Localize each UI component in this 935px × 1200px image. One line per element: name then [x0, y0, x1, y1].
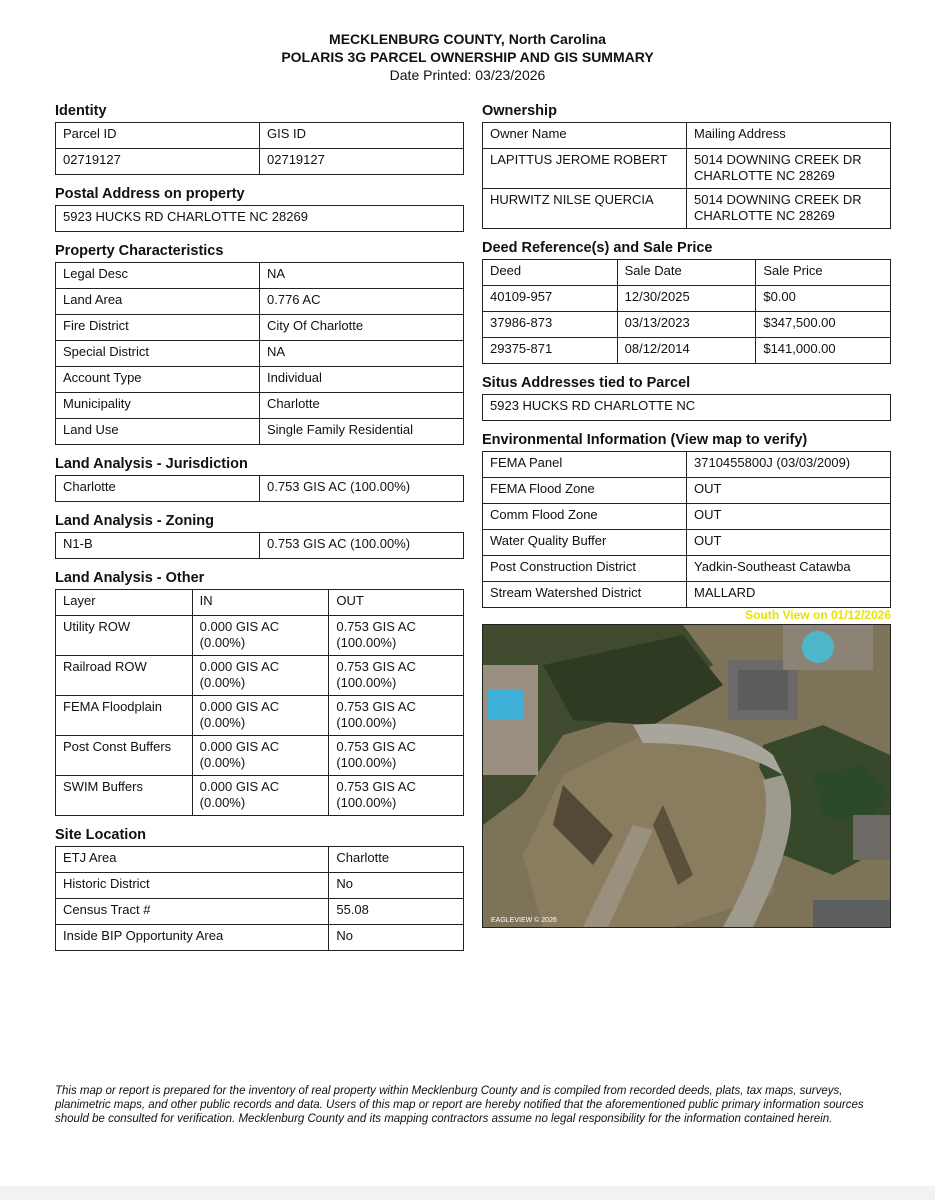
table-row [56, 367, 464, 393]
in-percent: (0.00%) [199, 795, 246, 810]
address-line: CHARLOTTE NC 28269 [694, 168, 835, 183]
out-area: 0.753 GIS AC [336, 699, 416, 714]
other-header-layer: Layer [56, 590, 193, 616]
property-value: Single Family Residential [260, 419, 464, 445]
site-label: Inside BIP Opportunity Area [56, 925, 329, 951]
right-column [482, 100, 891, 928]
layer-in [192, 776, 329, 816]
address-line: 5014 DOWNING CREEK DR [694, 152, 862, 167]
in-area: 0.000 GIS AC [199, 619, 280, 634]
sale-date: 08/12/2014 [617, 338, 756, 364]
report-title: POLARIS 3G PARCEL OWNERSHIP AND GIS SUMMARY [281, 49, 654, 65]
property-label: Special District [56, 341, 260, 367]
env-value: Yadkin-Southeast Catawba [687, 556, 891, 582]
env-label: Post Construction District [483, 556, 687, 582]
deed-title: Deed Reference(s) and Sale Price [482, 240, 713, 256]
out-area: 0.753 GIS AC [336, 779, 416, 794]
aerial-caption: South View on 01/12/2026 [745, 608, 891, 622]
property-value: 0.776 AC [260, 289, 464, 315]
jurisdiction-name: Charlotte [56, 476, 260, 502]
layer-name: Railroad ROW [56, 656, 193, 696]
zoning-table [55, 532, 464, 559]
out-percent: (100.00%) [336, 635, 397, 650]
table-row [56, 847, 464, 873]
table-row [56, 419, 464, 445]
deed-header-price: Sale Price [756, 260, 891, 286]
property-label: Fire District [56, 315, 260, 341]
county-title: MECKLENBURG COUNTY, North Carolina [329, 31, 606, 47]
property-title: Property Characteristics [55, 243, 224, 259]
table-row [483, 286, 891, 312]
gis-id-value: 02719127 [260, 149, 464, 175]
layer-in [192, 656, 329, 696]
deed-header-deed: Deed [483, 260, 618, 286]
layer-in [192, 696, 329, 736]
situs-address-value: 5923 HUCKS RD CHARLOTTE NC [483, 395, 891, 421]
site-table [55, 846, 464, 951]
ownership-header-name: Owner Name [483, 123, 687, 149]
ownership-title: Ownership [482, 103, 557, 119]
env-label: Water Quality Buffer [483, 530, 687, 556]
property-value: Charlotte [260, 393, 464, 419]
table-row [483, 556, 891, 582]
disclaimer: This map or report is prepared for the inventory of real property within Mecklenburg County and is compiled from recorded deeds, plats, tax maps, surveys, planimetric maps, and other public records and data. Users of this map or report are hereby notified that the aforementioned public primary information sources should be consulted for verification. Mecklenburg County and its mapping contractors assume no legal responsibility for the information contained herein. [55, 1085, 864, 1126]
env-value: OUT [687, 530, 891, 556]
site-value: Charlotte [329, 847, 464, 873]
table-row [56, 873, 464, 899]
deed-header-date: Sale Date [617, 260, 756, 286]
sale-price: $141,000.00 [756, 338, 891, 364]
property-value: NA [260, 341, 464, 367]
out-percent: (100.00%) [336, 795, 397, 810]
out-percent: (100.00%) [336, 675, 397, 690]
sale-price: $347,500.00 [756, 312, 891, 338]
site-label: Census Tract # [56, 899, 329, 925]
table-row [483, 312, 891, 338]
in-percent: (0.00%) [199, 635, 246, 650]
jurisdiction-table [55, 475, 464, 502]
env-value: 3710455800J (03/03/2009) [687, 452, 891, 478]
table-row [56, 616, 464, 656]
sale-date: 12/30/2025 [617, 286, 756, 312]
deed-ref: 37986-873 [483, 312, 618, 338]
in-area: 0.000 GIS AC [199, 779, 280, 794]
zoning-area: 0.753 GIS AC (100.00%) [260, 533, 464, 559]
env-value: MALLARD [687, 582, 891, 608]
date-printed: Date Printed: 03/23/2026 [389, 67, 546, 83]
in-percent: (0.00%) [199, 715, 246, 730]
other-table [55, 589, 464, 816]
layer-name: Post Const Buffers [56, 736, 193, 776]
property-value: City Of Charlotte [260, 315, 464, 341]
table-row [483, 582, 891, 608]
aerial-view [482, 608, 891, 928]
table-row [483, 338, 891, 364]
ownership-header-address: Mailing Address [687, 123, 891, 149]
sale-date: 03/13/2023 [617, 312, 756, 338]
ownership-table [482, 122, 891, 229]
site-label: ETJ Area [56, 847, 329, 873]
out-area: 0.753 GIS AC [336, 739, 416, 754]
layer-name: SWIM Buffers [56, 776, 193, 816]
site-title: Site Location [55, 827, 147, 843]
postal-table [55, 205, 464, 232]
owner-name: HURWITZ NILSE QUERCIA [483, 189, 687, 229]
aerial-watermark: EAGLEVIEW © 2026 [491, 917, 557, 924]
table-row [483, 189, 891, 229]
in-area: 0.000 GIS AC [199, 739, 280, 754]
in-area: 0.000 GIS AC [199, 659, 280, 674]
table-row [483, 530, 891, 556]
layer-in [192, 616, 329, 656]
env-label: Comm Flood Zone [483, 504, 687, 530]
mailing-address [687, 149, 891, 189]
env-label: Stream Watershed District [483, 582, 687, 608]
deed-ref: 40109-957 [483, 286, 618, 312]
sale-price: $0.00 [756, 286, 891, 312]
identity-table [55, 122, 464, 175]
parcel-id-value: 02719127 [56, 149, 260, 175]
layer-out [329, 776, 464, 816]
table-row [483, 504, 891, 530]
other-header-out: OUT [329, 590, 464, 616]
jurisdiction-title: Land Analysis - Jurisdiction [55, 456, 248, 472]
env-value: OUT [687, 504, 891, 530]
env-label: FEMA Panel [483, 452, 687, 478]
deed-ref: 29375-871 [483, 338, 618, 364]
site-value: No [329, 873, 464, 899]
table-row [483, 478, 891, 504]
layer-name: FEMA Floodplain [56, 696, 193, 736]
identity-title: Identity [55, 103, 107, 119]
table-row [56, 315, 464, 341]
layer-name: Utility ROW [56, 616, 193, 656]
jurisdiction-area: 0.753 GIS AC (100.00%) [260, 476, 464, 502]
table-row [56, 263, 464, 289]
table-row [56, 899, 464, 925]
address-line: CHARLOTTE NC 28269 [694, 208, 835, 223]
aerial-photo [482, 624, 891, 928]
table-row [56, 925, 464, 951]
layer-out [329, 696, 464, 736]
layer-out [329, 656, 464, 696]
table-row [483, 452, 891, 478]
table-row [56, 393, 464, 419]
property-value: NA [260, 263, 464, 289]
out-area: 0.753 GIS AC [336, 659, 416, 674]
property-label: Account Type [56, 367, 260, 393]
in-percent: (0.00%) [199, 675, 246, 690]
left-column [55, 100, 464, 951]
address-line: 5014 DOWNING CREEK DR [694, 192, 862, 207]
property-label: Legal Desc [56, 263, 260, 289]
zoning-title: Land Analysis - Zoning [55, 513, 214, 529]
property-label: Land Use [56, 419, 260, 445]
out-percent: (100.00%) [336, 715, 397, 730]
table-row [56, 776, 464, 816]
mailing-address [687, 189, 891, 229]
other-header-in: IN [192, 590, 329, 616]
other-title: Land Analysis - Other [55, 570, 205, 586]
site-label: Historic District [56, 873, 329, 899]
table-row [483, 149, 891, 189]
in-percent: (0.00%) [199, 755, 246, 770]
env-label: FEMA Flood Zone [483, 478, 687, 504]
in-area: 0.000 GIS AC [199, 699, 280, 714]
zoning-code: N1-B [56, 533, 260, 559]
table-row [56, 341, 464, 367]
env-title: Environmental Information (View map to verify) [482, 432, 808, 448]
table-row [56, 656, 464, 696]
owner-name: LAPITTUS JEROME ROBERT [483, 149, 687, 189]
situs-table [482, 394, 891, 421]
table-row [56, 736, 464, 776]
deed-table [482, 259, 891, 364]
identity-header-parcel-id: Parcel ID [56, 123, 260, 149]
property-value: Individual [260, 367, 464, 393]
site-value: 55.08 [329, 899, 464, 925]
table-row [56, 289, 464, 315]
layer-in [192, 736, 329, 776]
layer-out [329, 616, 464, 656]
postal-address-value: 5923 HUCKS RD CHARLOTTE NC 28269 [56, 206, 464, 232]
identity-header-gis-id: GIS ID [260, 123, 464, 149]
site-value: No [329, 925, 464, 951]
out-area: 0.753 GIS AC [336, 619, 416, 634]
env-value: OUT [687, 478, 891, 504]
property-table [55, 262, 464, 445]
out-percent: (100.00%) [336, 755, 397, 770]
table-row [56, 696, 464, 736]
property-label: Land Area [56, 289, 260, 315]
layer-out [329, 736, 464, 776]
report-header [0, 30, 935, 84]
env-table [482, 451, 891, 608]
situs-title: Situs Addresses tied to Parcel [482, 375, 691, 391]
postal-title: Postal Address on property [55, 186, 245, 202]
property-label: Municipality [56, 393, 260, 419]
